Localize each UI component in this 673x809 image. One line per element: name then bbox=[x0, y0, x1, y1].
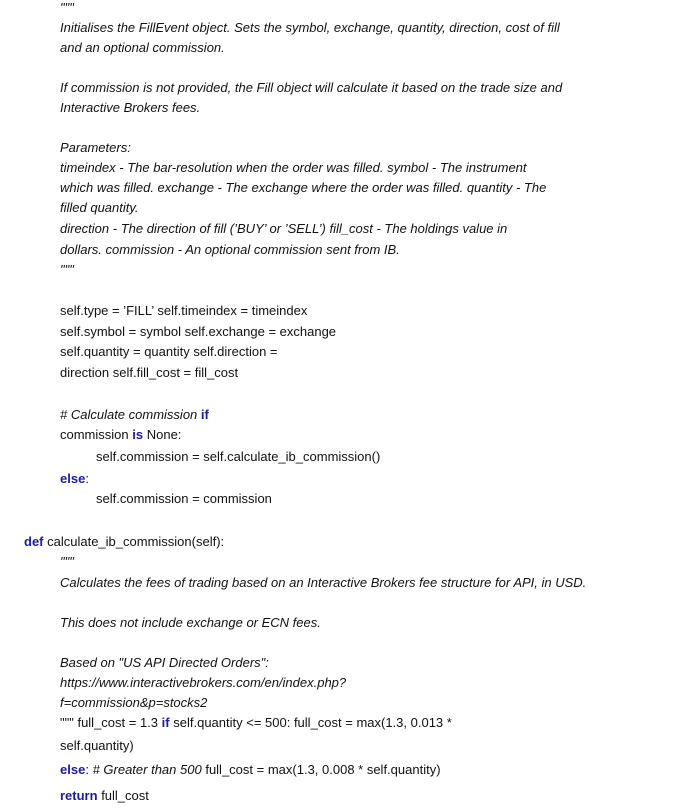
method-docstring-url-line-1: https://www.interactivebrokers.com/en/index.php? bbox=[60, 675, 347, 690]
code-comment: # Calculate commission bbox=[60, 407, 198, 422]
docstring-open-quote: """ bbox=[60, 0, 74, 15]
docstring-param-line-4: direction - The direction of fill (’BUY’ or ’SELL’) fill_cost - The holdings value in bbox=[60, 221, 508, 236]
commission-condition-line bbox=[60, 427, 181, 443]
docstring-note-line-2: Interactive Brokers fees. bbox=[60, 100, 201, 115]
docstring-params-heading: Parameters: bbox=[60, 140, 131, 155]
method-return-line bbox=[60, 788, 149, 804]
keyword-else: else bbox=[60, 471, 86, 486]
keyword-is: is bbox=[132, 427, 144, 442]
full-cost-prefix: """ full_cost = 1.3 bbox=[60, 715, 159, 730]
method-docstring-based-on: Based on "US API Directed Orders": bbox=[60, 655, 269, 670]
condition-suffix: None: bbox=[146, 427, 182, 442]
keyword-if: if bbox=[161, 715, 170, 730]
docstring-note-line-1: If commission is not provided, the Fill object will calculate it based on the trade size and bbox=[60, 80, 563, 95]
full-cost-suffix: self.quantity <= 500: full_cost = max(1.3, 0.013 * bbox=[173, 715, 452, 730]
init-body-line-1: self.type = ’FILL’ self.timeindex = timeindex bbox=[60, 303, 308, 318]
else-expression: full_cost = max(1.3, 0.008 * self.quantity) bbox=[205, 762, 441, 777]
docstring-summary-line-1: Initialises the FillEvent object. Sets the symbol, exchange, quantity, direction, cost of fill bbox=[60, 20, 560, 35]
docstring-param-line-5: dollars. commission - An optional commission sent from IB. bbox=[60, 242, 400, 257]
method-def-line bbox=[24, 534, 224, 550]
docstring-param-line-3: filled quantity. bbox=[60, 200, 139, 215]
keyword-if: if bbox=[200, 407, 209, 422]
docstring-param-line-1: timeindex - The bar-resolution when the order was filled. symbol - The instrument bbox=[60, 160, 527, 175]
docstring-param-line-2: which was filled. exchange - The exchange where the order was filled. quantity - The bbox=[60, 180, 547, 195]
init-body-line-2: self.symbol = symbol self.exchange = exchange bbox=[60, 324, 337, 339]
keyword-def: def bbox=[24, 534, 44, 549]
init-body-line-3: self.quantity = quantity self.direction = bbox=[60, 344, 278, 359]
code-comment: # Greater than 500 bbox=[92, 762, 202, 777]
method-docstring-url-line-2: f=commission&p=stocks2 bbox=[60, 695, 208, 710]
return-value: full_cost bbox=[101, 788, 149, 803]
method-full-cost-continuation: self.quantity) bbox=[60, 738, 134, 753]
keyword-else: else bbox=[60, 762, 86, 777]
method-full-cost-line bbox=[60, 715, 452, 731]
method-docstring-open-quote: """ bbox=[60, 554, 74, 569]
method-else-line bbox=[60, 762, 441, 778]
condition-prefix: commission bbox=[60, 427, 129, 442]
keyword-return: return bbox=[60, 788, 98, 803]
method-docstring-line-1: Calculates the fees of trading based on an Interactive Brokers fee structure for API, in USD. bbox=[60, 575, 587, 590]
commission-else-line bbox=[60, 471, 89, 487]
docstring-summary-line-2: and an optional commission. bbox=[60, 40, 225, 55]
method-docstring-line-2: This does not include exchange or ECN fees. bbox=[60, 615, 321, 630]
method-signature: calculate_ib_commission(self): bbox=[47, 534, 225, 549]
commission-comment-line bbox=[60, 407, 209, 423]
init-body-line-4: direction self.fill_cost = fill_cost bbox=[60, 365, 239, 380]
docstring-close-quote: """ bbox=[60, 262, 74, 277]
commission-else-body: self.commission = commission bbox=[96, 491, 272, 506]
else-colon: : bbox=[85, 471, 89, 486]
else-colon: : bbox=[85, 762, 89, 777]
commission-if-body: self.commission = self.calculate_ib_commission() bbox=[96, 449, 381, 464]
